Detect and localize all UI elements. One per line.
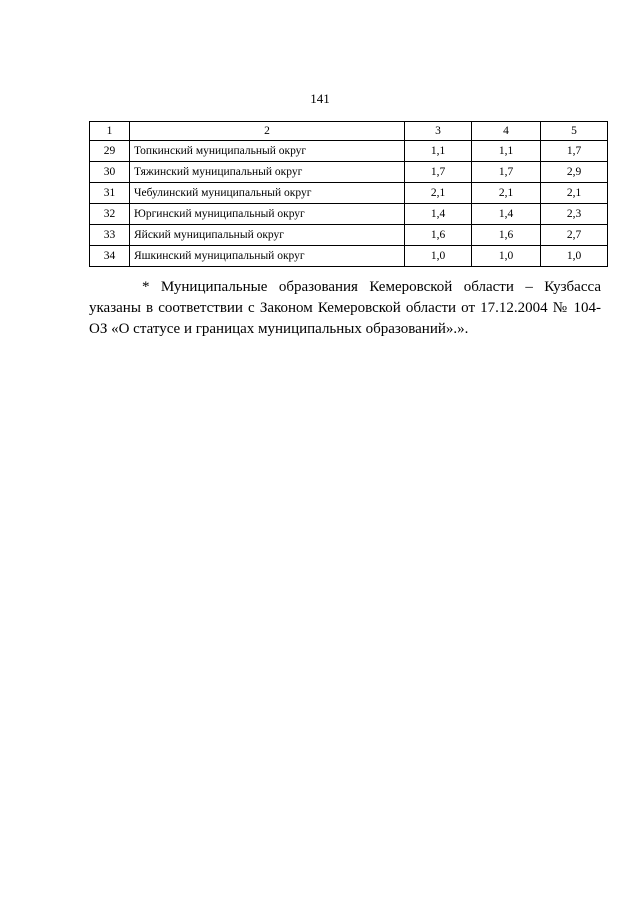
header-cell-2: 2 [130, 122, 405, 141]
municipality-name-cell: Тяжинский муниципальный округ [130, 162, 405, 183]
header-cell-5: 5 [541, 122, 608, 141]
municipality-name-cell: Чебулинский муниципальный округ [130, 183, 405, 204]
value-col-5-cell: 1,7 [541, 141, 608, 162]
municipality-name-cell: Яшкинский муниципальный округ [130, 246, 405, 267]
row-number-cell: 32 [90, 204, 130, 225]
value-col-4-cell: 1,0 [472, 246, 541, 267]
value-col-3-cell: 1,1 [405, 141, 472, 162]
table-row [90, 204, 608, 225]
value-col-3-cell: 1,4 [405, 204, 472, 225]
page-number: 141 [310, 91, 330, 106]
table-row [90, 141, 608, 162]
row-number-cell: 30 [90, 162, 130, 183]
header-cell-4: 4 [472, 122, 541, 141]
municipality-name-cell: Топкинский муниципальный округ [130, 141, 405, 162]
value-col-3-cell: 1,6 [405, 225, 472, 246]
row-number-cell: 29 [90, 141, 130, 162]
value-col-5-cell: 1,0 [541, 246, 608, 267]
table-row [90, 183, 608, 204]
table-row [90, 162, 608, 183]
row-number-cell: 31 [90, 183, 130, 204]
value-col-4-cell: 2,1 [472, 183, 541, 204]
value-col-3-cell: 1,0 [405, 246, 472, 267]
table-header-row [90, 122, 608, 141]
row-number-cell: 33 [90, 225, 130, 246]
value-col-4-cell: 1,6 [472, 225, 541, 246]
value-col-4-cell: 1,1 [472, 141, 541, 162]
municipality-name-cell: Юргинский муниципальный округ [130, 204, 405, 225]
header-cell-1: 1 [90, 122, 130, 141]
value-col-3-cell: 1,7 [405, 162, 472, 183]
table-row [90, 225, 608, 246]
value-col-5-cell: 2,1 [541, 183, 608, 204]
value-col-5-cell: 2,3 [541, 204, 608, 225]
header-cell-3: 3 [405, 122, 472, 141]
municipality-name-cell: Яйский муниципальный округ [130, 225, 405, 246]
row-number-cell: 34 [90, 246, 130, 267]
footnote-text: * Муниципальные образования Кемеровской области – Кузбасса указаны в соответствии с Законом Кемеровской области от 17.12.2004 № 104-ОЗ «О статусе и границах муниципальных образований».». [89, 279, 601, 337]
value-col-4-cell: 1,7 [472, 162, 541, 183]
value-col-3-cell: 2,1 [405, 183, 472, 204]
value-col-5-cell: 2,9 [541, 162, 608, 183]
footnote [89, 277, 601, 340]
data-table [89, 121, 608, 267]
table-row [90, 246, 608, 267]
value-col-5-cell: 2,7 [541, 225, 608, 246]
value-col-4-cell: 1,4 [472, 204, 541, 225]
